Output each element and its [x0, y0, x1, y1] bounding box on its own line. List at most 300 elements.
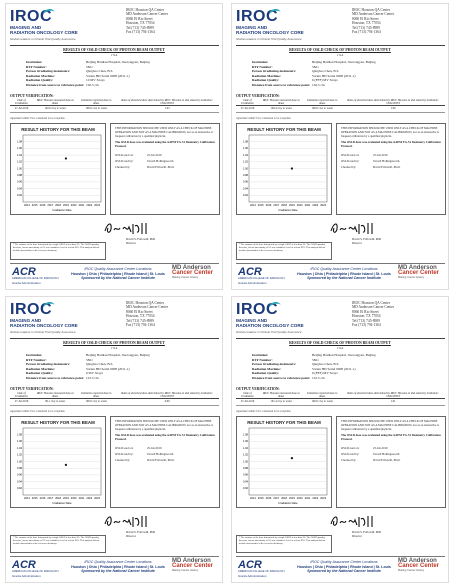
x-tick-label: 2015 [257, 204, 264, 207]
y-tick-label: 1.06 [242, 147, 248, 151]
footer-locations [294, 560, 394, 574]
reading-info [341, 154, 441, 169]
info-label: Radiation Quality: [26, 371, 54, 376]
x-tick-label: 2021 [304, 497, 311, 500]
x-tick-label: 2016 [39, 204, 46, 207]
address-line: MD Anderson Cancer Center [126, 12, 169, 17]
table-row [236, 106, 445, 112]
table-row [10, 106, 219, 112]
info-value: Beijing Haidian Hospital, Jiaotongyan, Beijing [312, 353, 376, 357]
x-tick-label: 2014 [24, 204, 30, 207]
address-line: 8060 El Rio Street [352, 309, 379, 314]
logo-subtitle [10, 25, 78, 36]
signature-image [328, 513, 388, 529]
info-value: 6 MV Xrays [86, 371, 103, 376]
address-line: Houston, TX 77054 [352, 21, 381, 26]
reading-info [115, 447, 215, 462]
report-version: v 9.4 [336, 53, 344, 57]
x-tick-label: 2022 [312, 497, 319, 500]
table-cell: 100.0 cGy to water [77, 399, 115, 405]
column-header: Institution reported dose to dmax [77, 392, 115, 399]
info-value: Beijing Haidian Hospital, Jiaotongyan, Beijing [312, 60, 376, 64]
reading-row [115, 447, 215, 451]
address-line: Fax (713) 794-1364 [352, 323, 381, 328]
output-verification-title: OUTPUT VERIFICATION: [10, 387, 54, 391]
table-cell: 100.0 cGy to water [303, 399, 341, 405]
logo-sub-line-1: IMAGING AND [236, 25, 268, 30]
result-history-chart [10, 416, 106, 508]
acr-name: AMERICAN COLLEGE OF RADIOLOGY [12, 277, 60, 280]
x-tick-label: 2014 [250, 204, 256, 207]
md-anderson-logo [172, 558, 213, 572]
table-cell: 100.0 cGy to water [303, 106, 341, 112]
y-tick-label: 0.94 [242, 480, 248, 484]
y-tick-label: 1.08 [16, 140, 22, 144]
address-line: MD Anderson Cancer Center [352, 305, 395, 310]
verification-note: Agreement within 5% is considered to be acceptable. [10, 117, 66, 120]
column-header: IROC Houston measured dose at dmax [259, 392, 303, 399]
mda-tagline: Making Cancer History [398, 276, 425, 279]
y-tick-label: 1.04 [242, 153, 248, 157]
signer-title: Director [352, 240, 362, 245]
acr-grants: Grants Administration [12, 281, 41, 285]
reading-value: David Followill, Ph.D. [147, 457, 175, 462]
acr-logo-block [238, 559, 285, 578]
output-verification-title: OUTPUT VERIFICATION: [236, 94, 280, 98]
x-tick-label: 2021 [304, 204, 311, 207]
x-tick-label: 2021 [78, 497, 85, 500]
address-line: Houston, TX 77054 [126, 21, 155, 26]
footer-locations [294, 267, 394, 281]
address-line: IROC Houston QA Center [126, 8, 165, 12]
mda-tagline: Making Cancer History [398, 569, 425, 572]
y-tick-label: 0.94 [16, 187, 22, 191]
message-box [110, 123, 220, 215]
report-title: RESULTS OF OSLD CHECK OF PHOTON BEAM OUTPUT [289, 48, 391, 52]
table-cell: 1.01 [341, 399, 445, 405]
footer-divider [236, 263, 445, 264]
table-cell: 27-Jul-2019 [10, 106, 33, 112]
x-tick-label: 2020 [296, 497, 303, 500]
signer-name: David S. Followill, PhD [352, 530, 382, 534]
footer-locations [68, 267, 168, 281]
info-row [252, 83, 376, 88]
reading-label: OSLD read on: [115, 445, 134, 450]
info-label: RTF Number: [26, 64, 47, 69]
table-cell: 99.1 cGy to water [33, 399, 77, 405]
x-tick-label: 2018 [281, 204, 287, 207]
report-title: RESULTS OF OSLD CHECK OF PHOTON BEAM OUTPUT [63, 341, 165, 345]
info-value: 10 MV Xrays [86, 78, 105, 83]
logo-sub-line-2: RADIATION ONCOLOGY CORE [10, 30, 78, 36]
message-box [336, 123, 446, 215]
reading-label: OSLD read on: [341, 152, 360, 157]
signer-block [126, 531, 155, 539]
chart-svg [11, 417, 107, 509]
address-line: 8060 El Rio Street [126, 309, 153, 314]
address-line: Houston, TX 77054 [352, 314, 381, 319]
reading-value: David Followill, Ph.D. [147, 164, 175, 169]
reading-row [115, 166, 215, 170]
x-tick-label: 2022 [312, 204, 319, 207]
logo-tagline: Global Leaders in Clinical Trial Quality Assurance [10, 37, 76, 41]
acr-logo-block [12, 559, 59, 578]
x-axis-label: Irradiation Date [278, 501, 298, 505]
signer-name: David S. Followill, PhD [126, 530, 156, 534]
signer-block [126, 238, 155, 246]
address-line: Fax (713) 794-1364 [126, 30, 155, 35]
table-cell: 101.4 cGy to water [259, 399, 303, 405]
signer-title: Director [126, 240, 136, 245]
chart-title: RESULT HISTORY FOR THIS BEAM [21, 127, 95, 132]
info-label: Radiation Quality: [252, 78, 280, 83]
verification-table [10, 99, 219, 113]
reading-info [115, 154, 215, 169]
chart-title: RESULT HISTORY FOR THIS BEAM [247, 420, 321, 425]
output-verification-title: OUTPUT VERIFICATION: [10, 94, 54, 98]
logo-subtitle [236, 318, 304, 329]
signature-image [328, 220, 388, 236]
y-tick-label: 1.06 [16, 440, 22, 444]
y-tick-label: 1.00 [242, 167, 248, 171]
y-tick-label: 1.08 [16, 433, 22, 437]
iroc-logo [10, 8, 102, 42]
column-header: Ratio of absorbed dose determined by IROC Houston to that stated by institution: OSLD/INST [341, 99, 445, 106]
logo-sub-line-1: IMAGING AND [10, 318, 42, 323]
info-value: 101.5 cm [312, 375, 325, 380]
mda-line-2: Cancer Center [398, 270, 440, 276]
reading-label: OSLD read by: [341, 451, 360, 456]
address-line: Fax (713) 794-1364 [126, 323, 155, 328]
footer-line-2: Houston | Ohio | Philadelphia | Rhode Island | St. Louis [71, 564, 165, 569]
logo-main: IROC [236, 301, 278, 318]
column-header: Ratio of absorbed dose determined by IROC Houston to that stated by institution: OSLD/INST [115, 392, 219, 399]
y-tick-label: 1.06 [16, 147, 22, 151]
footer-divider [10, 556, 219, 557]
x-tick-label: 2023 [320, 204, 326, 207]
uncertainty-footnote: * The variance of the dose determined by a single OSLD is less than 3%. The OSLD quantity, therefore, has an uncertainty of 5% at a confidence level of at least 95%. This analysis did not include uncertainties in the reference dosimetry. [10, 242, 106, 260]
x-tick-label: 2015 [31, 204, 38, 207]
y-tick-label: 0.92 [242, 194, 248, 198]
address-block [126, 8, 168, 34]
y-tick-label: 0.96 [16, 473, 22, 477]
uncertainty-footnote: * The variance of the dose determined by a single OSLD is less than 3%. The OSLD quantity, therefore, has an uncertainty of 5% at a confidence level of at least 95%. This analysis did not include uncertainties in the reference dosimetry. [10, 535, 106, 553]
table-header-row [10, 392, 219, 399]
table-cell: 1.03 [115, 106, 219, 112]
info-value: 5821 [86, 64, 93, 69]
message-protocol: The OSLD dose was evaluated using the AAPM TG-51 Dosimetry Calibration Protocol. [341, 433, 441, 442]
reading-row [341, 447, 441, 451]
x-axis-label: Irradiation Date [52, 208, 72, 212]
y-tick-label: 1.00 [16, 167, 22, 171]
x-tick-label: 2021 [78, 204, 85, 207]
reading-label: Checked by: [115, 457, 131, 462]
message-box [110, 416, 220, 508]
x-tick-label: 2015 [31, 497, 38, 500]
verification-note: Agreement within 5% is considered to be acceptable. [236, 117, 292, 120]
y-tick-label: 1.06 [242, 440, 248, 444]
reading-row [341, 459, 441, 463]
reading-label: OSLD read by: [115, 158, 134, 163]
institution-info [252, 353, 376, 381]
message-box [336, 416, 446, 508]
reading-row [341, 160, 441, 164]
x-tick-label: 2023 [94, 204, 100, 207]
y-tick-label: 0.96 [242, 473, 248, 477]
info-value: Qingbao Chen, B.S. [86, 69, 114, 74]
logo-swoosh-icon [42, 301, 56, 314]
logo-main: IROC [10, 301, 52, 318]
x-tick-label: 2022 [86, 497, 93, 500]
verification-note: Agreement within 5% is considered to be acceptable. [236, 410, 292, 413]
data-point [65, 157, 67, 159]
x-tick-label: 2018 [55, 204, 61, 207]
info-label: Person irradiating dosimeters: [26, 362, 71, 367]
info-label: Radiation Machine: [26, 73, 55, 78]
result-history-chart [236, 123, 332, 215]
report-version: v 9.4 [336, 346, 344, 350]
logo-sub-line-2: RADIATION ONCOLOGY CORE [236, 323, 304, 329]
footer-line-1: IROC Quality Assurance Center Locations [84, 267, 152, 271]
y-tick-label: 1.04 [242, 446, 248, 450]
x-tick-label: 2016 [265, 497, 272, 500]
address-line: Tel (713) 745-8989 [352, 25, 380, 30]
x-tick-label: 2015 [257, 497, 264, 500]
address-line: 8060 El Rio Street [126, 16, 153, 21]
info-value: Beijing Haidian Hospital, Jiaotongyan, Beijing [86, 60, 150, 64]
signer-name: David S. Followill, PhD [352, 237, 382, 241]
info-label: Institution: [252, 60, 269, 64]
acr-logo: ACR [238, 559, 262, 571]
info-label: Person irradiating dosimeters: [252, 69, 297, 74]
x-axis-label: Irradiation Date [52, 501, 72, 505]
address-line: IROC Houston QA Center [352, 8, 391, 12]
message-protocol: The OSLD dose was evaluated using the AAPM TG-51 Dosimetry Calibration Protocol. [341, 140, 441, 149]
info-label: RTF Number: [252, 64, 273, 69]
reading-label: Checked by: [115, 164, 131, 169]
mda-line-2: Cancer Center [172, 270, 214, 276]
address-line: 8060 El Rio Street [352, 16, 379, 21]
message-caps: THIS INFORMATION SHOULD BE USED ONLY AS A CHECK OF MACHINE OPERATION AND NOT AS A MACHINE CALIBRATION, nor as an alternative to frequent calibration by a qualified physicist. [115, 419, 214, 431]
verification-table [236, 392, 445, 406]
info-value: Qingbao Chen, B.S. [312, 69, 340, 74]
table-row [10, 399, 219, 405]
reading-value: Tarcell Hollingsworth [373, 158, 400, 163]
chart-svg [237, 417, 333, 509]
reading-row [115, 453, 215, 457]
chart-title: RESULT HISTORY FOR THIS BEAM [21, 420, 95, 425]
header-divider [10, 338, 219, 339]
x-tick-label: 2020 [70, 204, 77, 207]
signer-name: David S. Followill, PhD [126, 237, 156, 241]
logo-sub-line-2: RADIATION ONCOLOGY CORE [10, 323, 78, 329]
logo-swoosh-icon [42, 8, 56, 21]
info-label: Distance from source to reference point: [252, 375, 311, 380]
x-tick-label: 2019 [63, 204, 69, 207]
info-value: Varian HD Serial 6008 (2011-1) [312, 366, 356, 371]
verification-table [10, 392, 219, 406]
logo-swoosh-icon [268, 301, 282, 314]
report-title: RESULTS OF OSLD CHECK OF PHOTON BEAM OUTPUT [63, 48, 165, 52]
signature-image [102, 513, 162, 529]
reading-value: Tarcell Hollingsworth [147, 451, 174, 456]
info-value: Beijing Haidian Hospital, Jiaotongyan, Beijing [86, 353, 150, 357]
address-block [126, 301, 168, 327]
info-label: RTF Number: [252, 357, 273, 362]
report-page [231, 3, 449, 290]
acr-name: AMERICAN COLLEGE OF RADIOLOGY [238, 277, 286, 280]
reading-row [115, 154, 215, 158]
address-block [352, 8, 394, 34]
acr-logo: ACR [12, 266, 36, 278]
info-label: Radiation Quality: [252, 371, 280, 376]
x-tick-label: 2023 [320, 497, 326, 500]
reading-label: OSLD read by: [341, 158, 360, 163]
logo-subtitle [236, 25, 304, 36]
reading-label: OSLD read by: [115, 451, 134, 456]
reading-row [115, 160, 215, 164]
reading-value: Tarcell Hollingsworth [373, 451, 400, 456]
x-tick-label: 2023 [94, 497, 100, 500]
reading-value: David Followill, Ph.D. [373, 457, 401, 462]
data-point [291, 457, 293, 459]
info-label: Institution: [26, 353, 43, 357]
acr-logo: ACR [12, 559, 36, 571]
column-header: Institution reported dose to dmax [303, 99, 341, 106]
x-tick-label: 2014 [250, 497, 256, 500]
y-tick-label: 1.08 [242, 140, 248, 144]
x-tick-label: 2019 [289, 204, 295, 207]
report-page [5, 296, 223, 583]
info-label: Radiation Quality: [26, 78, 54, 83]
info-row [252, 376, 376, 381]
x-tick-label: 2017 [47, 497, 54, 500]
address-line: Tel (713) 745-8989 [126, 318, 154, 323]
logo-sub-line-1: IMAGING AND [10, 25, 42, 30]
logo-main: IROC [236, 8, 278, 25]
report-version: v 9.4 [110, 346, 118, 350]
info-value: 5821 [312, 64, 319, 69]
logo-tagline: Global Leaders in Clinical Trial Quality Assurance [236, 330, 302, 334]
data-point [291, 167, 293, 169]
result-history-chart [236, 416, 332, 508]
reading-row [115, 459, 215, 463]
mda-line-1: MD Anderson [172, 265, 211, 271]
acr-logo-block [238, 266, 285, 285]
column-header: Date of Irradiation [10, 392, 33, 399]
mda-line-1: MD Anderson [398, 265, 437, 271]
logo-main: IROC [10, 8, 52, 25]
info-label: Radiation Machine: [252, 73, 281, 78]
signer-title: Director [126, 533, 136, 538]
table-cell: 102.6 cGy to water [33, 106, 77, 112]
reading-value: 25-Jul-2019 [373, 152, 388, 157]
message-protocol: The OSLD dose was evaluated using the AAPM TG-51 Dosimetry Calibration Protocol. [115, 140, 215, 149]
table-cell: 1.00 [341, 106, 445, 112]
reading-value: Tarcell Hollingsworth [147, 158, 174, 163]
footer-line-2: Houston | Ohio | Philadelphia | Rhode Island | St. Louis [297, 564, 391, 569]
acr-name: AMERICAN COLLEGE OF RADIOLOGY [12, 570, 60, 573]
md-anderson-logo [398, 265, 439, 279]
info-label: Distance from source to reference point: [26, 82, 85, 87]
output-verification-title: OUTPUT VERIFICATION: [236, 387, 280, 391]
column-header: IROC Houston measured dose at dmax [33, 392, 77, 399]
mda-line-2: Cancer Center [398, 563, 440, 569]
x-axis-label: Irradiation Date [278, 208, 298, 212]
mda-tagline: Making Cancer History [172, 276, 199, 279]
uncertainty-footnote: * The variance of the dose determined by a single OSLD is less than 3%. The OSLD quantity, therefore, has an uncertainty of 5% at a confidence level of at least 95%. This analysis did not include uncertainties in the reference dosimetry. [236, 535, 332, 553]
reading-label: Checked by: [341, 457, 357, 462]
signature-image [102, 220, 162, 236]
address-line: IROC Houston QA Center [126, 301, 165, 305]
x-tick-label: 2017 [273, 204, 280, 207]
table-header-row [236, 99, 445, 106]
column-header: Ratio of absorbed dose determined by IROC Houston to that stated by institution: OSLD/INST [341, 392, 445, 399]
report-page [5, 3, 223, 290]
mda-line-1: MD Anderson [172, 558, 211, 564]
address-line: MD Anderson Cancer Center [126, 305, 169, 310]
logo-swoosh-icon [268, 8, 282, 21]
footer-divider [10, 263, 219, 264]
y-tick-label: 1.02 [242, 160, 248, 164]
x-tick-label: 2019 [289, 497, 295, 500]
x-tick-label: 2017 [273, 497, 280, 500]
table-row [236, 399, 445, 405]
table-header-row [10, 99, 219, 106]
y-tick-label: 1.02 [16, 160, 22, 164]
info-label: Radiation Machine: [252, 366, 281, 371]
column-header: IROC Houston measured dose at dmax [259, 99, 303, 106]
address-line: Tel (713) 745-8989 [126, 25, 154, 30]
x-tick-label: 2014 [24, 497, 30, 500]
reading-value: David Followill, Ph.D. [373, 164, 401, 169]
footer-line-3: Sponsored by the National Cancer Institute [307, 276, 381, 281]
iroc-logo [236, 8, 328, 42]
verification-table [236, 99, 445, 113]
message-protocol: The OSLD dose was evaluated using the AAPM TG-51 Dosimetry Calibration Protocol. [115, 433, 215, 442]
x-tick-label: 2020 [70, 497, 77, 500]
y-tick-label: 0.92 [16, 487, 22, 491]
chart-svg [237, 124, 333, 216]
message-caps: THIS INFORMATION SHOULD BE USED ONLY AS A CHECK OF MACHINE OPERATION AND NOT AS A MACHINE CALIBRATION, nor as an alternative to frequent calibration by a qualified physicist. [115, 126, 214, 138]
footer-line-2: Houston | Ohio | Philadelphia | Rhode Island | St. Louis [71, 271, 165, 276]
report-version: v 9.4 [110, 53, 118, 57]
logo-tagline: Global Leaders in Clinical Trial Quality Assurance [236, 37, 302, 41]
y-tick-label: 1.02 [16, 453, 22, 457]
info-row [26, 83, 150, 88]
info-value: 6 (FFF) MV Xrays [312, 371, 338, 376]
x-tick-label: 2016 [39, 497, 46, 500]
address-line: Houston, TX 77054 [126, 314, 155, 319]
signer-title: Director [352, 533, 362, 538]
info-label: Institution: [26, 60, 43, 64]
logo-sub-line-2: RADIATION ONCOLOGY CORE [236, 30, 304, 36]
logo-tagline: Global Leaders in Clinical Trial Quality Assurance [10, 330, 76, 334]
column-header: IROC Houston measured dose at dmax [33, 99, 77, 106]
info-value: 102.5 cm [312, 82, 325, 87]
result-history-chart [10, 123, 106, 215]
table-cell: 27-Jul-2019 [236, 106, 259, 112]
acr-name: AMERICAN COLLEGE OF RADIOLOGY [238, 570, 286, 573]
y-tick-label: 1.04 [16, 153, 22, 157]
y-tick-label: 0.98 [16, 174, 22, 177]
header-divider [236, 338, 445, 339]
x-tick-label: 2018 [55, 497, 61, 500]
info-value: Qingbao Chen, B.S. [86, 362, 114, 367]
info-label: Distance from source to reference point: [252, 82, 311, 87]
reading-row [341, 154, 441, 158]
info-value: 6 (FFF) MV Xrays [312, 78, 338, 83]
